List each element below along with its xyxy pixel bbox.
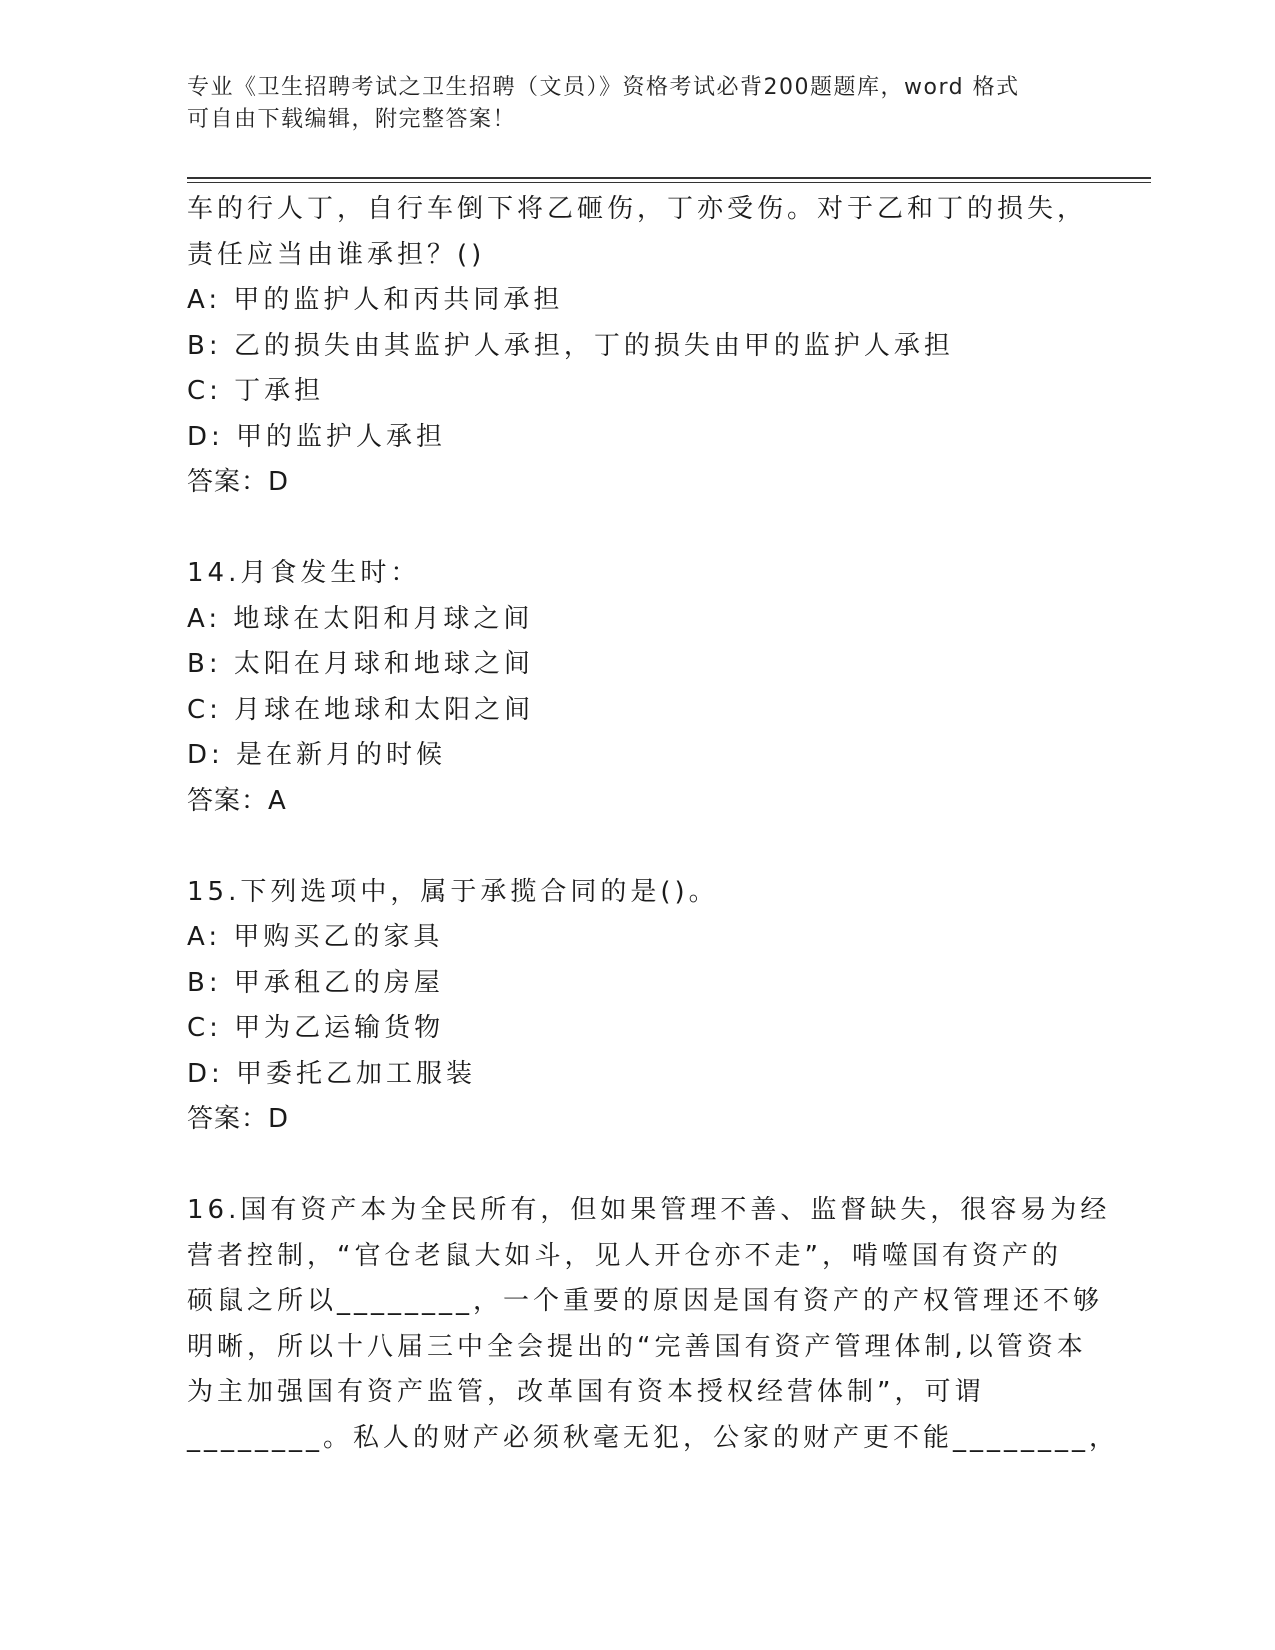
question-16-stem-line-5: 为主加强国有资产监管，改革国有资本授权经营体制”，可谓 (187, 1377, 985, 1407)
question-13-option-d: D: 甲的监护人承担 (187, 421, 447, 452)
question-15-stem: 15.下列选项中，属于承揽合同的是()。 (187, 876, 719, 907)
header-divider-thin (187, 182, 1151, 183)
header-title-line-2: 可自由下载编辑，附完整答案！ (187, 107, 517, 132)
question-16 (187, 1188, 1120, 1461)
question-16-stem-line-3: 硕鼠之所以________，一个重要的原因是国有资产的产权管理还不够 (187, 1286, 1104, 1316)
question-15-option-c: C: 甲为乙运输货物 (187, 1013, 445, 1043)
question-14-answer: 答案：A (187, 785, 287, 816)
question-16-stem-line-6: ________。私人的财产必须秋毫无犯，公家的财产更不能________， (187, 1422, 1120, 1453)
question-spacer (187, 1143, 1087, 1189)
question-15-option-b: B: 甲承租乙的房屋 (187, 967, 444, 998)
question-spacer (187, 506, 1087, 552)
question-15-option-d: D: 甲委托乙加工服装 (187, 1058, 477, 1089)
question-16-stem-line-1: 16.国有资产本为全民所有，但如果管理不善、监督缺失，很容易为经 (187, 1195, 1111, 1225)
question-content (187, 187, 1120, 1461)
question-15-option-a: A: 甲购买乙的家具 (187, 922, 444, 952)
header-divider-thick (187, 177, 1151, 179)
question-16-stem-line-2: 营者控制，“官仓老鼠大如斗，见人开仓亦不走”，啃噬国有资产的 (187, 1240, 1062, 1271)
question-14-option-c: C: 月球在地球和太阳之间 (187, 694, 535, 725)
document-header (187, 72, 1067, 136)
question-13-option-b: B: 乙的损失由其监护人承担，丁的损失由甲的监护人承担 (187, 330, 954, 361)
question-13-stem-line-1: 车的行人丁，自行车倒下将乙砸伤，丁亦受伤。对于乙和丁的损失， (187, 194, 1088, 224)
question-15 (187, 870, 1087, 1143)
question-14-option-a: A: 地球在太阳和月球之间 (187, 603, 534, 634)
question-14-option-d: D: 是在新月的时候 (187, 740, 447, 770)
question-13-option-a: A: 甲的监护人和丙共同承担 (187, 285, 564, 315)
question-spacer (187, 824, 1087, 870)
question-15-answer: 答案：D (187, 1104, 290, 1134)
header-title-line-1: 专业《卫生招聘考试之卫生招聘（文员）》资格考试必背200题题库，word 格式 (187, 75, 1020, 100)
question-13-answer: 答案：D (187, 467, 290, 497)
question-16-stem-line-4: 明晰，所以十八届三中全会提出的“完善国有资产管理体制,以管资本 (187, 1331, 1087, 1362)
question-13 (187, 187, 1087, 506)
question-14 (187, 551, 1087, 824)
question-14-stem: 14.月食发生时： (187, 558, 421, 588)
question-13-stem-line-2: 责任应当由谁承担？() (187, 239, 486, 270)
question-13-option-c: C: 丁承担 (187, 376, 325, 406)
question-14-option-b: B: 太阳在月球和地球之间 (187, 649, 534, 679)
